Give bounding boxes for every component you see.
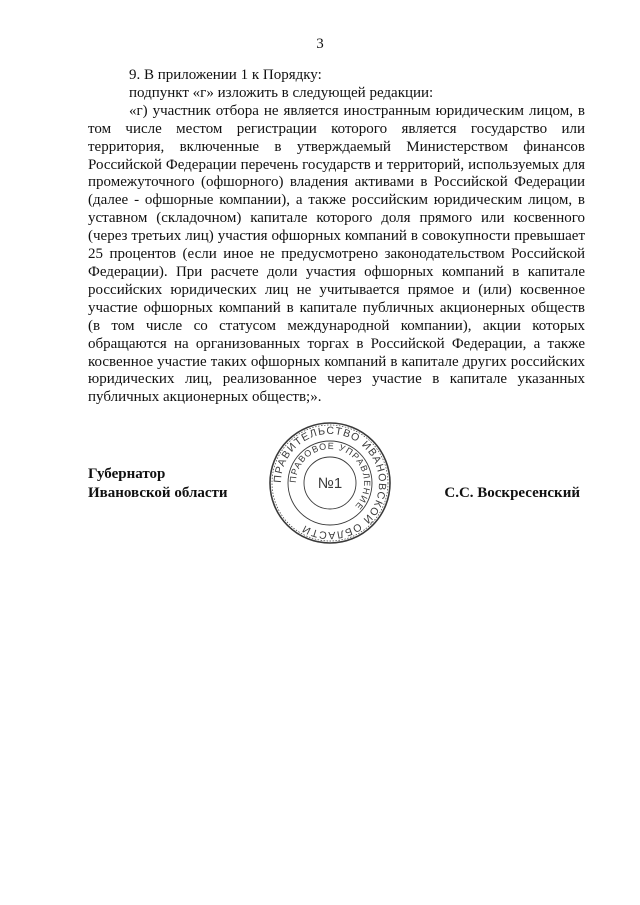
signatory-position — [88, 465, 228, 503]
item-heading: 9. В приложении 1 к Порядку: — [129, 67, 322, 83]
signatory-position-line2: Ивановской области — [88, 485, 228, 501]
seal-number: №1 — [317, 475, 343, 492]
signatory-position-line1: Губернатор — [88, 466, 166, 482]
official-seal — [268, 421, 392, 545]
seal-graphic — [268, 421, 392, 545]
signatory-name: С.С. Воскресенский — [444, 485, 580, 501]
document-body — [88, 67, 585, 407]
subitem-instruction: подпункт «г» изложить в следующей редакции: — [129, 84, 434, 101]
seal-outer-text: ПРАВИТЕЛЬСТВО ИВАНОВСКОЙ ОБЛАСТИ — [271, 424, 389, 542]
quoted-clause: «г) участник отбора не является иностранным юридическим лицом, в том числе местом регистрации которого является государство или территория, включенные в утверждаемый Министерством финансов Российской Федерации перечень государств и территорий, используемых для промежуточного (офшорного) владения активами в Российской Федерации (далее - офшорные компании), а также российским юридическим лицом, в уставном (складочном) капитале которого доля прямого или косвенного (через третьих лиц) участия офшорных компаний в совокупности превышает 25 процентов (если иное не предусмотрено законодательством Российской Федерации). При расчете доли участия офшорных компаний в капитале российских юридических лиц не учитывается прямое и (или) косвенное участие офшорных компаний в капитале публичных акционерных обществ (в том числе со статусом международной компании), акции которых обращаются на организованных торгах в Российской Федерации, а также косвенное участие таких офшорных компаний в капитале других российских юридических лиц, реализованное через участие в капитале указанных публичных акционерных обществ;». — [88, 102, 585, 406]
seal-inner-text: ПРАВОВОЕ УПРАВЛЕНИЕ — [287, 440, 373, 513]
page-number: 3 — [316, 36, 324, 52]
